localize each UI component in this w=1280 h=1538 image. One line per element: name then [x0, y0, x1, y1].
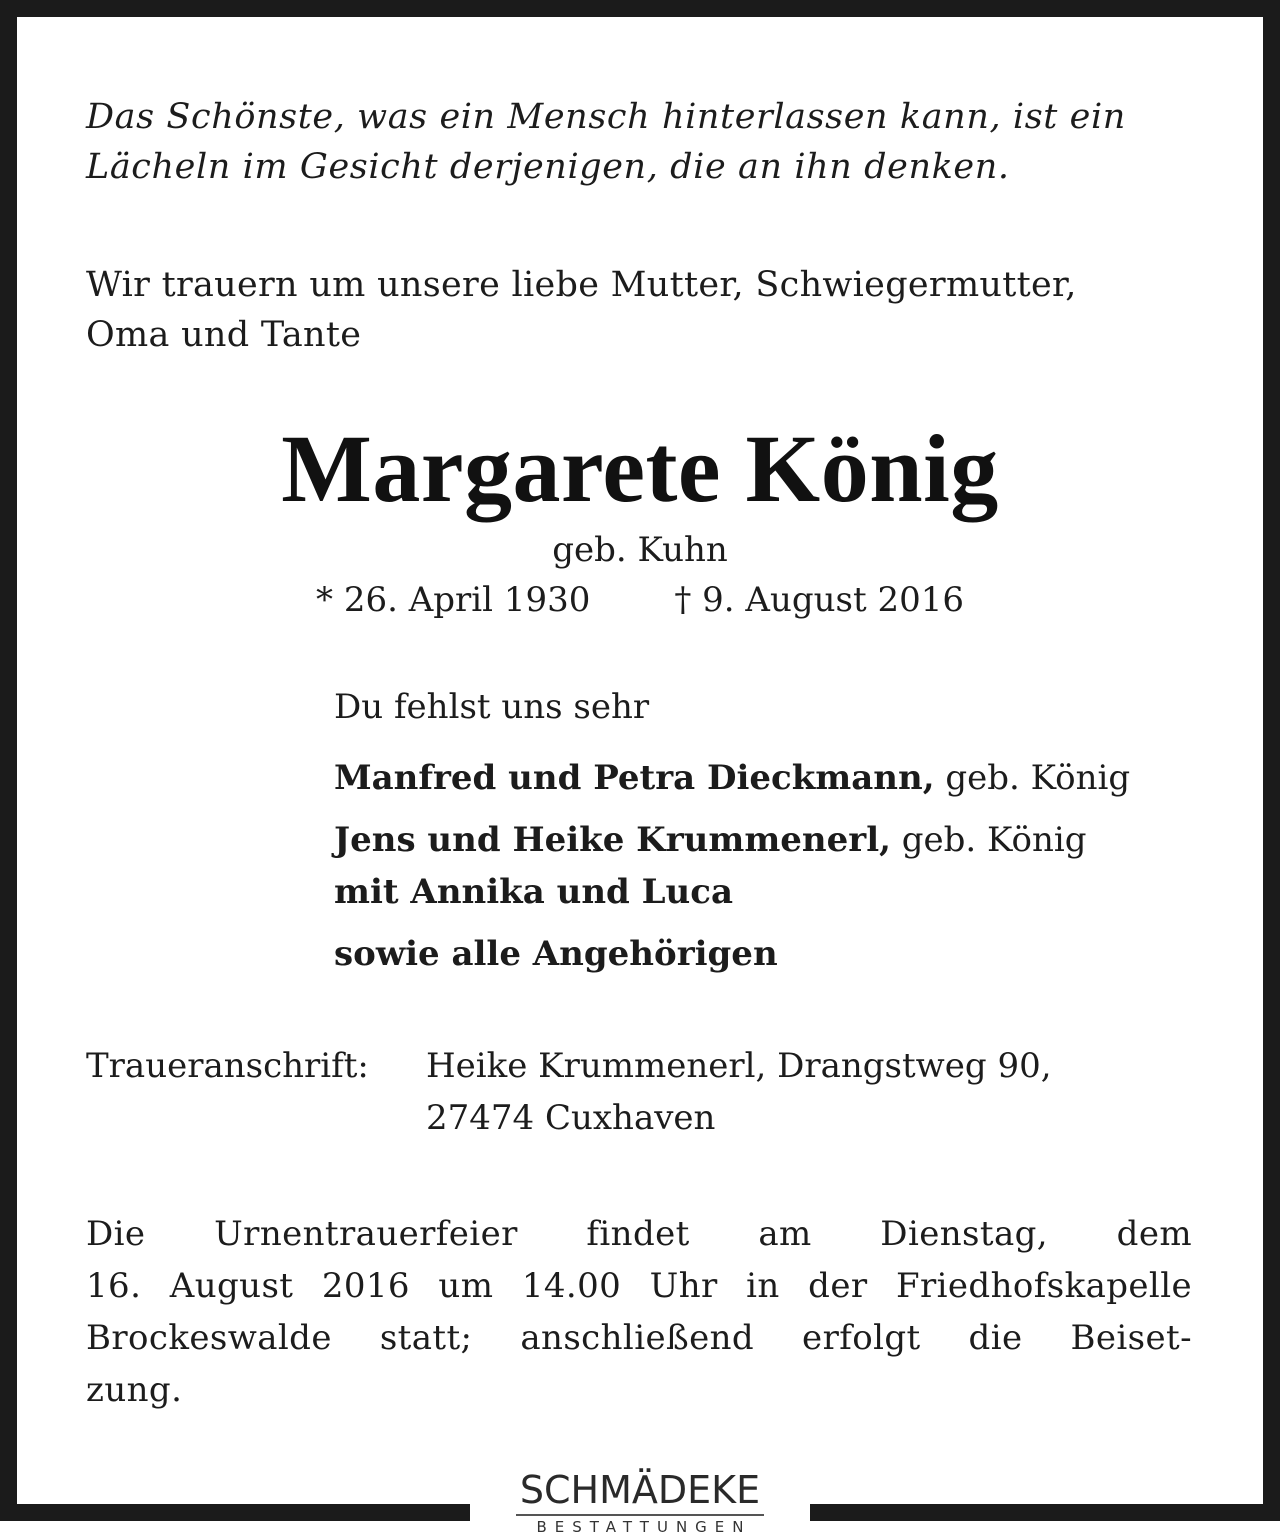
birth-date: * 26. April 1930: [316, 580, 591, 620]
address-line-2: 27474 Cuxhaven: [426, 1098, 716, 1138]
border-top: [0, 0, 1280, 17]
life-dates: [0, 576, 1280, 624]
address-line-1: Heike Krummenerl, Drangstweg 90,: [426, 1046, 1052, 1086]
address-label: Traueranschrift:: [86, 1046, 369, 1086]
ceremony-line-2: 16. August 2016 um 14.00 Uhr in der Friedhofskapelle: [86, 1266, 1192, 1306]
farewell-line: Du fehlst uns sehr: [334, 687, 650, 727]
border-bottom-right: [810, 1504, 1280, 1521]
mourner-row: [334, 928, 1204, 980]
intro-line-1: Wir trauern um unsere liebe Mutter, Schwiegermutter,: [86, 265, 1077, 305]
ceremony-line-3: Brockeswalde statt; anschließend erfolgt die Beiset-: [86, 1318, 1192, 1358]
mourner-note: geb. König: [934, 758, 1131, 798]
logo-subtitle: BESTATTUNGEN: [536, 1518, 752, 1536]
mourner-row: [334, 752, 1204, 804]
mourner-row: [334, 866, 1204, 918]
motto-line-1: Das Schönste, was ein Mensch hinterlassen kann, ist ein: [86, 97, 1126, 137]
mourner-names: mit Annika und Luca: [334, 872, 734, 912]
intro-line-2: Oma und Tante: [86, 315, 362, 355]
mourners-list: [334, 752, 1204, 980]
mourner-row: [334, 814, 1204, 866]
mourner-note: geb. König: [890, 820, 1087, 860]
logo-name: SCHMÄDEKE: [519, 1468, 761, 1512]
ceremony-line-1: Die Urnentrauerfeier findet am Dienstag, dem: [86, 1214, 1192, 1254]
ceremony-line-4: zung.: [86, 1370, 183, 1410]
motto-quote: [86, 92, 1192, 192]
motto-line-2: Lächeln im Gesicht derjenigen, die an ihn denken.: [86, 147, 1010, 187]
deceased-name: Margarete König: [281, 415, 999, 522]
mourner-names: sowie alle Angehörigen: [334, 934, 778, 974]
funeral-home-logo: [470, 1468, 810, 1538]
ceremony-info: [86, 1208, 1192, 1416]
border-left: [0, 0, 17, 1521]
intro-text: [86, 260, 1192, 360]
mourner-names: Jens und Heike Krummenerl,: [334, 820, 891, 860]
border-right: [1263, 0, 1280, 1521]
death-date: † 9. August 2016: [674, 580, 964, 620]
maiden-name: geb. Kuhn: [552, 530, 728, 570]
border-bottom-left: [0, 1504, 470, 1521]
mourner-names: Manfred und Petra Dieckmann,: [334, 758, 935, 798]
